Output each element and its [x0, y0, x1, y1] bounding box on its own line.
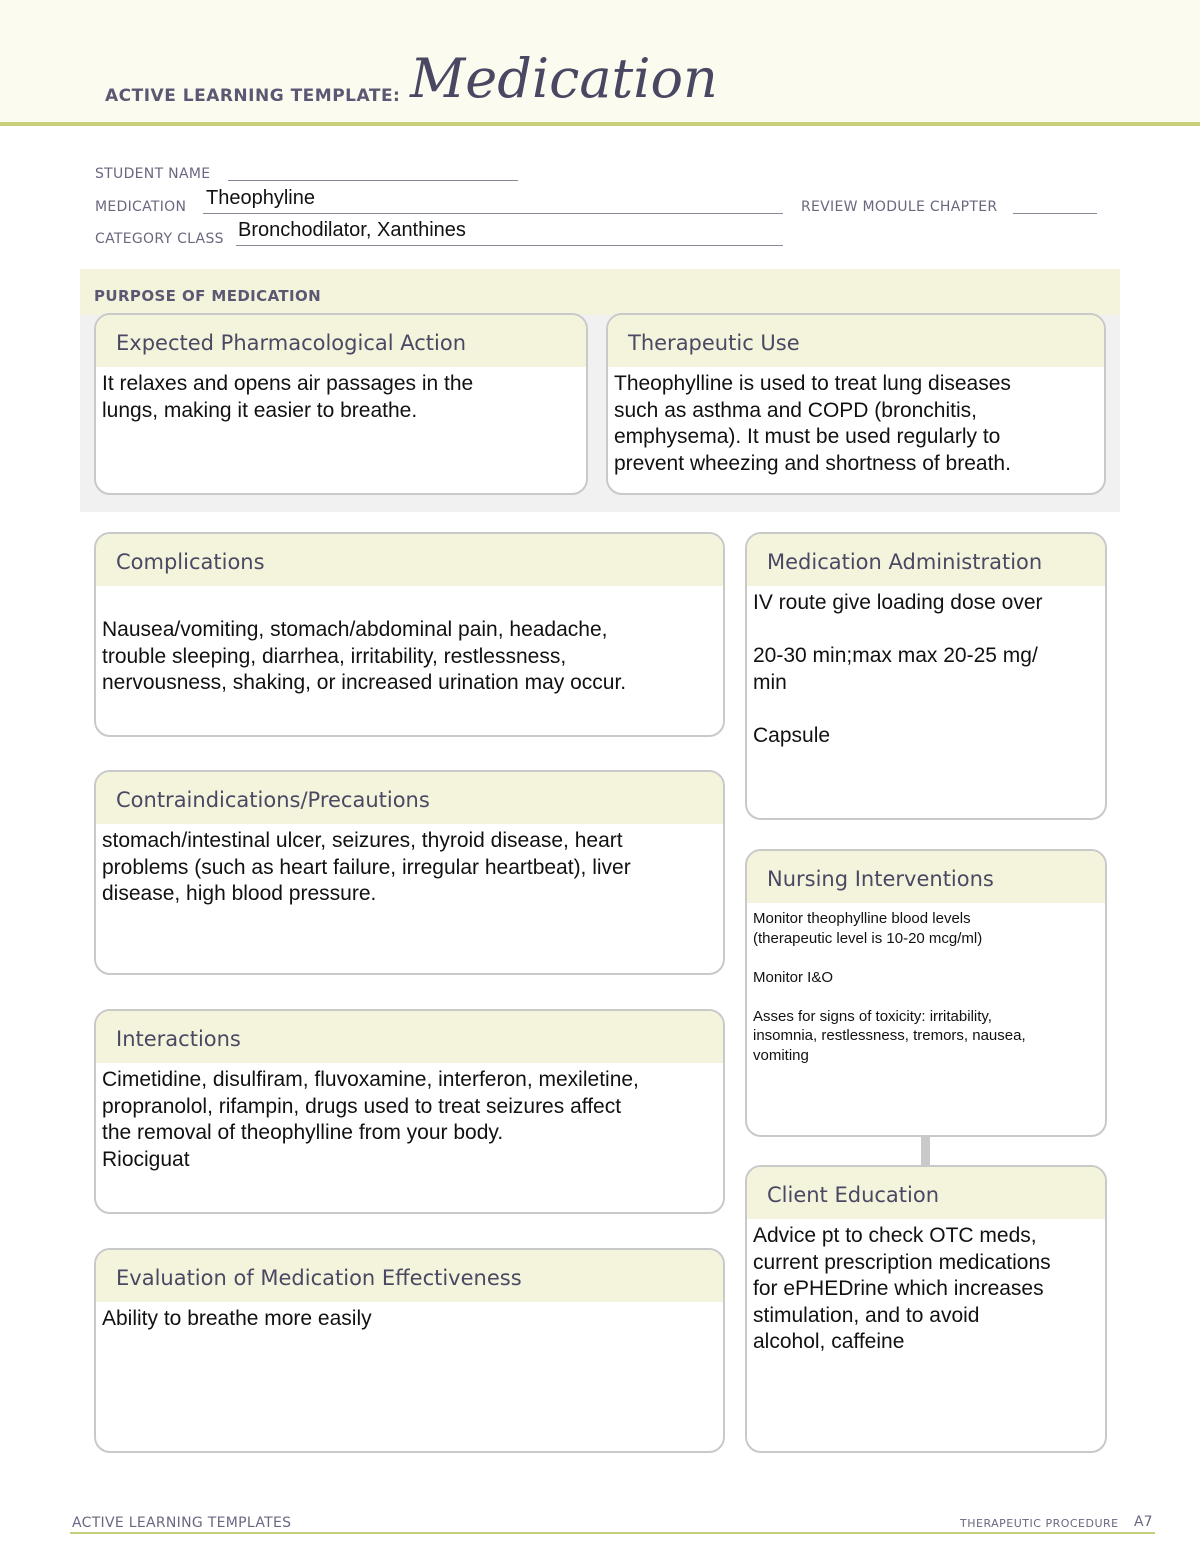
page-number: A7: [1134, 1514, 1153, 1530]
template-label: ACTIVE LEARNING TEMPLATE:: [105, 86, 401, 106]
review-module-field[interactable]: [1013, 213, 1097, 214]
interactions-heading: Interactions: [96, 1011, 723, 1063]
contraindications-text[interactable]: stomach/intestinal ulcer, seizures, thyroid disease, heart problems (such as heart failure, irregular heartbeat), liver disease, high blood pressure.: [102, 829, 631, 905]
complications-heading: Complications: [96, 534, 723, 586]
administration-box: [745, 532, 1107, 820]
page-title: Medication: [410, 47, 718, 110]
purpose-title: PURPOSE OF MEDICATION: [94, 287, 322, 305]
interactions-text[interactable]: Cimetidine, disulfiram, fluvoxamine, interferon, mexiletine, propranolol, rifampin, drugs used to treat seizures affect the removal of theophylline from your body. Riociguat: [102, 1068, 639, 1171]
header-rule: [0, 122, 1200, 126]
nursing-interventions-text[interactable]: Monitor theophylline blood levels (therapeutic level is 10-20 mcg/ml) Monitor I&O Asses for signs of toxicity: irritability, insomnia, restlessness, tremors, nausea, vomiting: [753, 910, 1026, 1064]
expected-action-heading: Expected Pharmacological Action: [96, 315, 586, 367]
client-education-text[interactable]: Advice pt to check OTC meds, current prescription medications for ePHEDrine which increases stimulation, and to avoid alcohol, caffeine: [753, 1224, 1051, 1353]
review-module-label: REVIEW MODULE CHAPTER: [801, 199, 998, 215]
nursing-interventions-heading: Nursing Interventions: [747, 851, 1105, 903]
evaluation-box: [94, 1248, 725, 1453]
student-name-field[interactable]: [228, 180, 518, 181]
administration-heading: Medication Administration: [747, 534, 1105, 586]
therapeutic-use-heading: Therapeutic Use: [608, 315, 1104, 367]
medication-label: MEDICATION: [95, 199, 187, 215]
evaluation-heading: Evaluation of Medication Effectiveness: [96, 1250, 723, 1302]
medication-value: Theophyline: [206, 187, 315, 209]
client-education-box: [745, 1165, 1107, 1453]
nursing-interventions-box: [745, 849, 1107, 1137]
complications-text[interactable]: Nausea/vomiting, stomach/abdominal pain, headache, trouble sleeping, diarrhea, irritability, restlessness, nervousness, shaking, or increased urination may occur.: [102, 618, 627, 694]
contraindications-box: [94, 770, 725, 975]
evaluation-text[interactable]: Ability to breathe more easily: [102, 1307, 372, 1330]
category-class-label: CATEGORY CLASS: [95, 231, 224, 247]
student-name-label: STUDENT NAME: [95, 166, 211, 182]
therapeutic-use-box: [606, 313, 1106, 495]
expected-action-box: [94, 313, 588, 495]
expected-action-text[interactable]: It relaxes and opens air passages in the lungs, making it easier to breathe.: [102, 372, 474, 422]
complications-box: [94, 532, 725, 737]
contraindications-heading: Contraindications/Precautions: [96, 772, 723, 824]
medication-field[interactable]: [203, 213, 783, 214]
category-class-value: Bronchodilator, Xanthines: [238, 219, 466, 241]
administration-text[interactable]: IV route give loading dose over 20-30 min;max max 20-25 mg/ min Capsule: [753, 591, 1043, 747]
interactions-box: [94, 1009, 725, 1214]
therapeutic-use-text[interactable]: Theophylline is used to treat lung diseases such as asthma and COPD (bronchitis, emphysema). It must be used regularly to prevent wheezing and shortness of breath.: [614, 372, 1011, 475]
client-education-heading: Client Education: [747, 1167, 1105, 1219]
box-connector: [921, 1136, 930, 1166]
footer-right: THERAPEUTIC PROCEDURE: [960, 1517, 1119, 1530]
category-class-field[interactable]: [236, 245, 783, 246]
footer-left: ACTIVE LEARNING TEMPLATES: [72, 1515, 292, 1531]
footer-rule: [70, 1532, 1155, 1534]
